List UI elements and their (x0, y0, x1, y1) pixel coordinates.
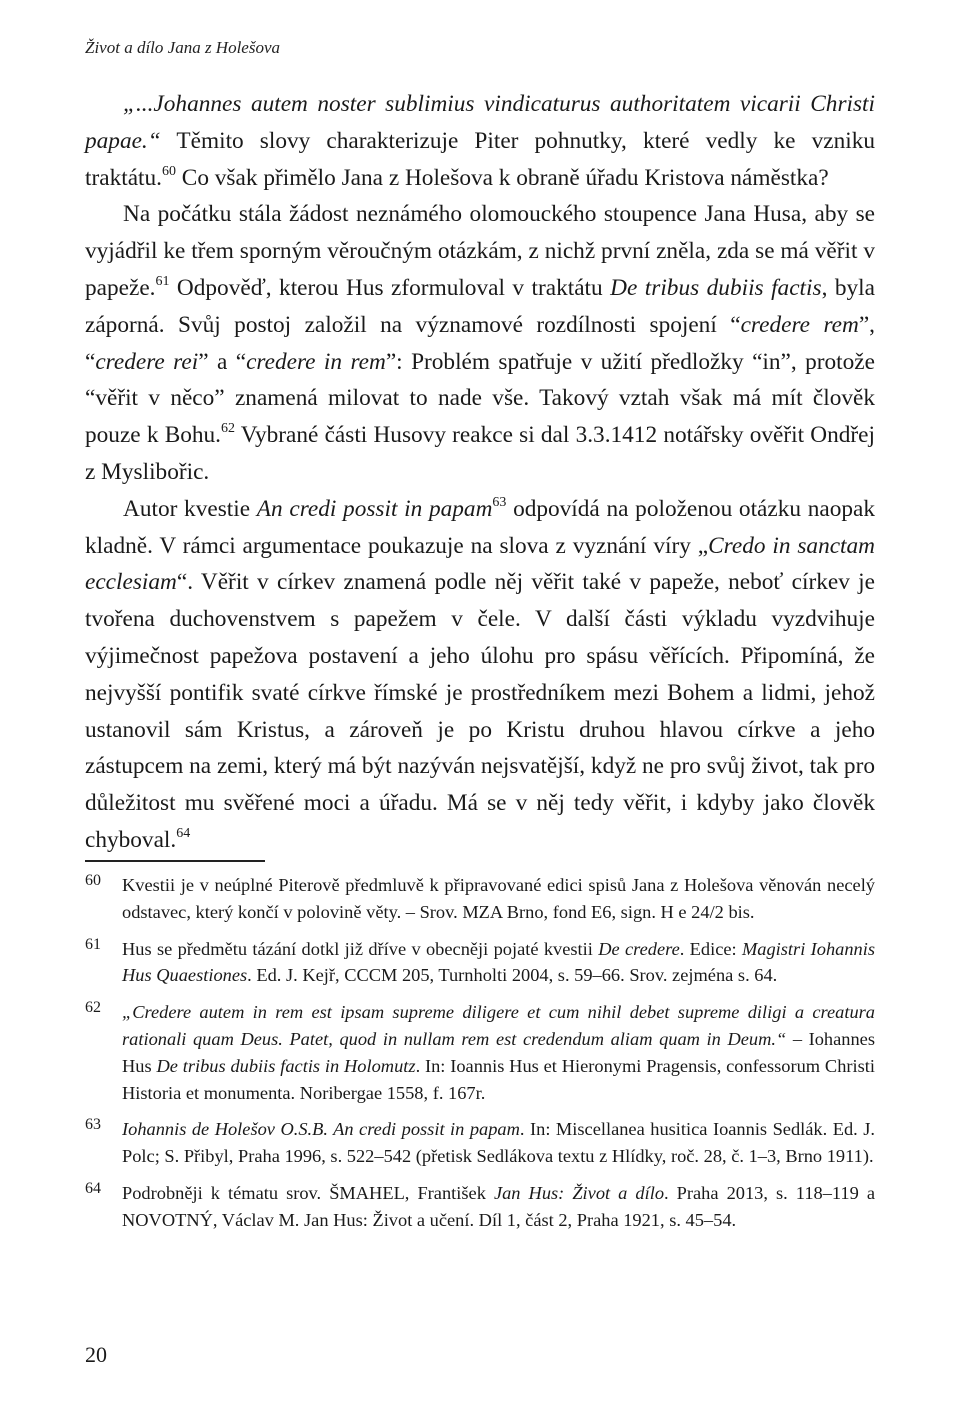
italic-text: Jan Hus: Život a dílo (493, 1182, 665, 1203)
text-run: Kvestii je v neúplné Piterově předmluvě k připravované edici spisů Jana z Holešova věnován necelý odstavec, který končí v polovině věty. – Srov. MZA Brno, fond E6, sign. H e 24/2 bis. (122, 875, 875, 922)
text-run: . Ed. J. Kejř, CCCM 205, Turnholti 2004, s. 59–66. Srov. zejména s. 64. (247, 965, 778, 986)
footnote-reference: 62 (221, 421, 235, 437)
text-run: Vybrané části Husovy reakce si dal 3.3.1412 notářsky ověřit Ondřej z Myslibořic. (85, 422, 875, 485)
italic-text: Iohannis de Holešov O.S.B. An credi possit in papam (122, 1119, 520, 1140)
footnote-number: 63 (85, 1116, 101, 1134)
footnote (85, 999, 875, 1106)
italic-text: „Credere autem in rem est ipsam supreme diligere et cum nihil debet supreme diligi a creatura rationali quam Deus. Patet, quod in nullam rem est credendum aliam quam in Deum.“ (122, 1002, 875, 1049)
running-head: Život a dílo Jana z Holešova (85, 38, 281, 57)
body-text (85, 86, 875, 859)
paragraph (85, 196, 875, 490)
italic-text: credere rem (740, 311, 859, 338)
footnote (85, 1180, 875, 1234)
footnote (85, 872, 875, 926)
text-run: . Edice: (679, 938, 742, 959)
footnote-text (122, 1002, 875, 1102)
text-run: Podrobněji k tématu srov. ŠMAHEL, František (122, 1182, 494, 1203)
italic-text: credere rei (95, 348, 199, 375)
paragraph (85, 86, 875, 196)
text-run: . In: Miscellanea husitica Ioannis Sedlák. Ed. J. Polc; S. Přibyl, Praha 1996, s. 522–542 (přetisk Sedlákova textu z Hlídky, roč. 28, č. 1–3, Brno 1911). (122, 1119, 875, 1167)
footnote-text (122, 875, 875, 922)
footnote (85, 1116, 875, 1170)
italic-text: An credi possit in papam (256, 495, 493, 522)
footnote-number: 60 (85, 872, 101, 889)
text-run: . In: Ioannis Hus et Hieronymi Pragensis, confessorum Christi Historia et monumenta. Noribergae 1558, f. 167r. (122, 1055, 875, 1103)
footnote-separator (85, 860, 265, 862)
italic-text: De tribus dubiis factis (610, 274, 822, 301)
italic-text: „...Johannes autem noster sublimius vindicaturus authoritatem vicarii Christi papae.“ (85, 91, 875, 154)
text-run: Těmito slovy charakterizuje Piter pohnutky, které vedly ke vzniku traktátu. (85, 127, 875, 191)
page-number: 20 (85, 1342, 107, 1367)
text-run: ”: Problém spatřuje v užití předložky “in”, protože “věřit v něco” znamená milovat to nade vše. Takový vztah však má mít člověk pouze k Bohu. (85, 348, 875, 449)
footnote-reference: 64 (176, 826, 191, 842)
text-run: Co však přimělo Jana z Holešova k obraně úřadu Kristova náměstka? (175, 164, 829, 191)
paragraph (85, 491, 875, 859)
footnote-reference: 60 (161, 163, 176, 179)
text-run: . Praha 2013, s. 118–119 a NOVOTNÝ, Václav M. Jan Hus: Život a učení. Díl 1, část 2, Praha 1921, s. 45–54. (122, 1182, 876, 1230)
text-run: Odpověď, kterou Hus zformuloval v traktátu (169, 274, 611, 301)
footnote-text (122, 1183, 875, 1230)
italic-text: De credere (598, 938, 680, 959)
text-run: , byla záporná. Svůj postoj založil na významové rozdílnosti spojení “ (85, 274, 875, 338)
italic-text: Credo in sanctam ecclesiam (85, 532, 876, 596)
footnote-reference: 61 (155, 274, 170, 290)
text-run: Na počátku stála žádost neznámého olomouckého stoupence Jana Husa, aby se vyjádřil ke třem sporným věroučným otázkám, z nichž první zněla, zda se má věřit v papeže. (85, 201, 875, 301)
footnotes (85, 872, 875, 1244)
italic-text: Magistri Iohannis Hus Quaestiones (122, 938, 875, 986)
text-run: Hus se předmětu tázání dotkl již dříve v obecněji pojaté kvestii (122, 938, 599, 959)
footnote-text (122, 939, 875, 986)
italic-text: De tribus dubiis factis in Holomutz (156, 1055, 416, 1076)
text-run: “. Věřit v církev znamená podle něj věřit také v papeže, neboť církev je tvořena duchovenstvem s papežem v čele. V další části výkladu vyzdvihuje výjimečnost papežova postavení a jeho úlohu pro spásu věřících. Připomíná, že nejvyšší pontifik svaté církve římské je prostředníkem mezi Bohem a lidmi, jehož ustanovil sám Kristus, a zároveň je po Kristu druhou hlavou církve a jeho zástupcem na zemi, který má být nazýván nejsvatější, když ne pro svůj život, tak pro důležitost mu svěřené moci a úřadu. Má se v něj tedy věřit, i kdyby jako člověk chyboval. (85, 569, 875, 853)
text-run: ”, “ (85, 311, 875, 375)
footnote-text (122, 1119, 875, 1166)
italic-text: credere in rem (246, 348, 386, 375)
text-run: odpovídá na položenou otázku naopak kladně. V rámci argumentace poukazuje na slova z vyznání víry „ (85, 495, 875, 559)
footnote (85, 936, 875, 990)
text-run: Autor kvestie (123, 495, 257, 522)
footnote-number: 64 (85, 1179, 101, 1197)
footnote-reference: 63 (492, 494, 507, 510)
footnote-number: 61 (85, 935, 101, 953)
text-run: ” a “ (198, 348, 247, 375)
text-run: – Iohannes Hus (122, 1028, 876, 1076)
footnote-number: 62 (85, 999, 101, 1017)
